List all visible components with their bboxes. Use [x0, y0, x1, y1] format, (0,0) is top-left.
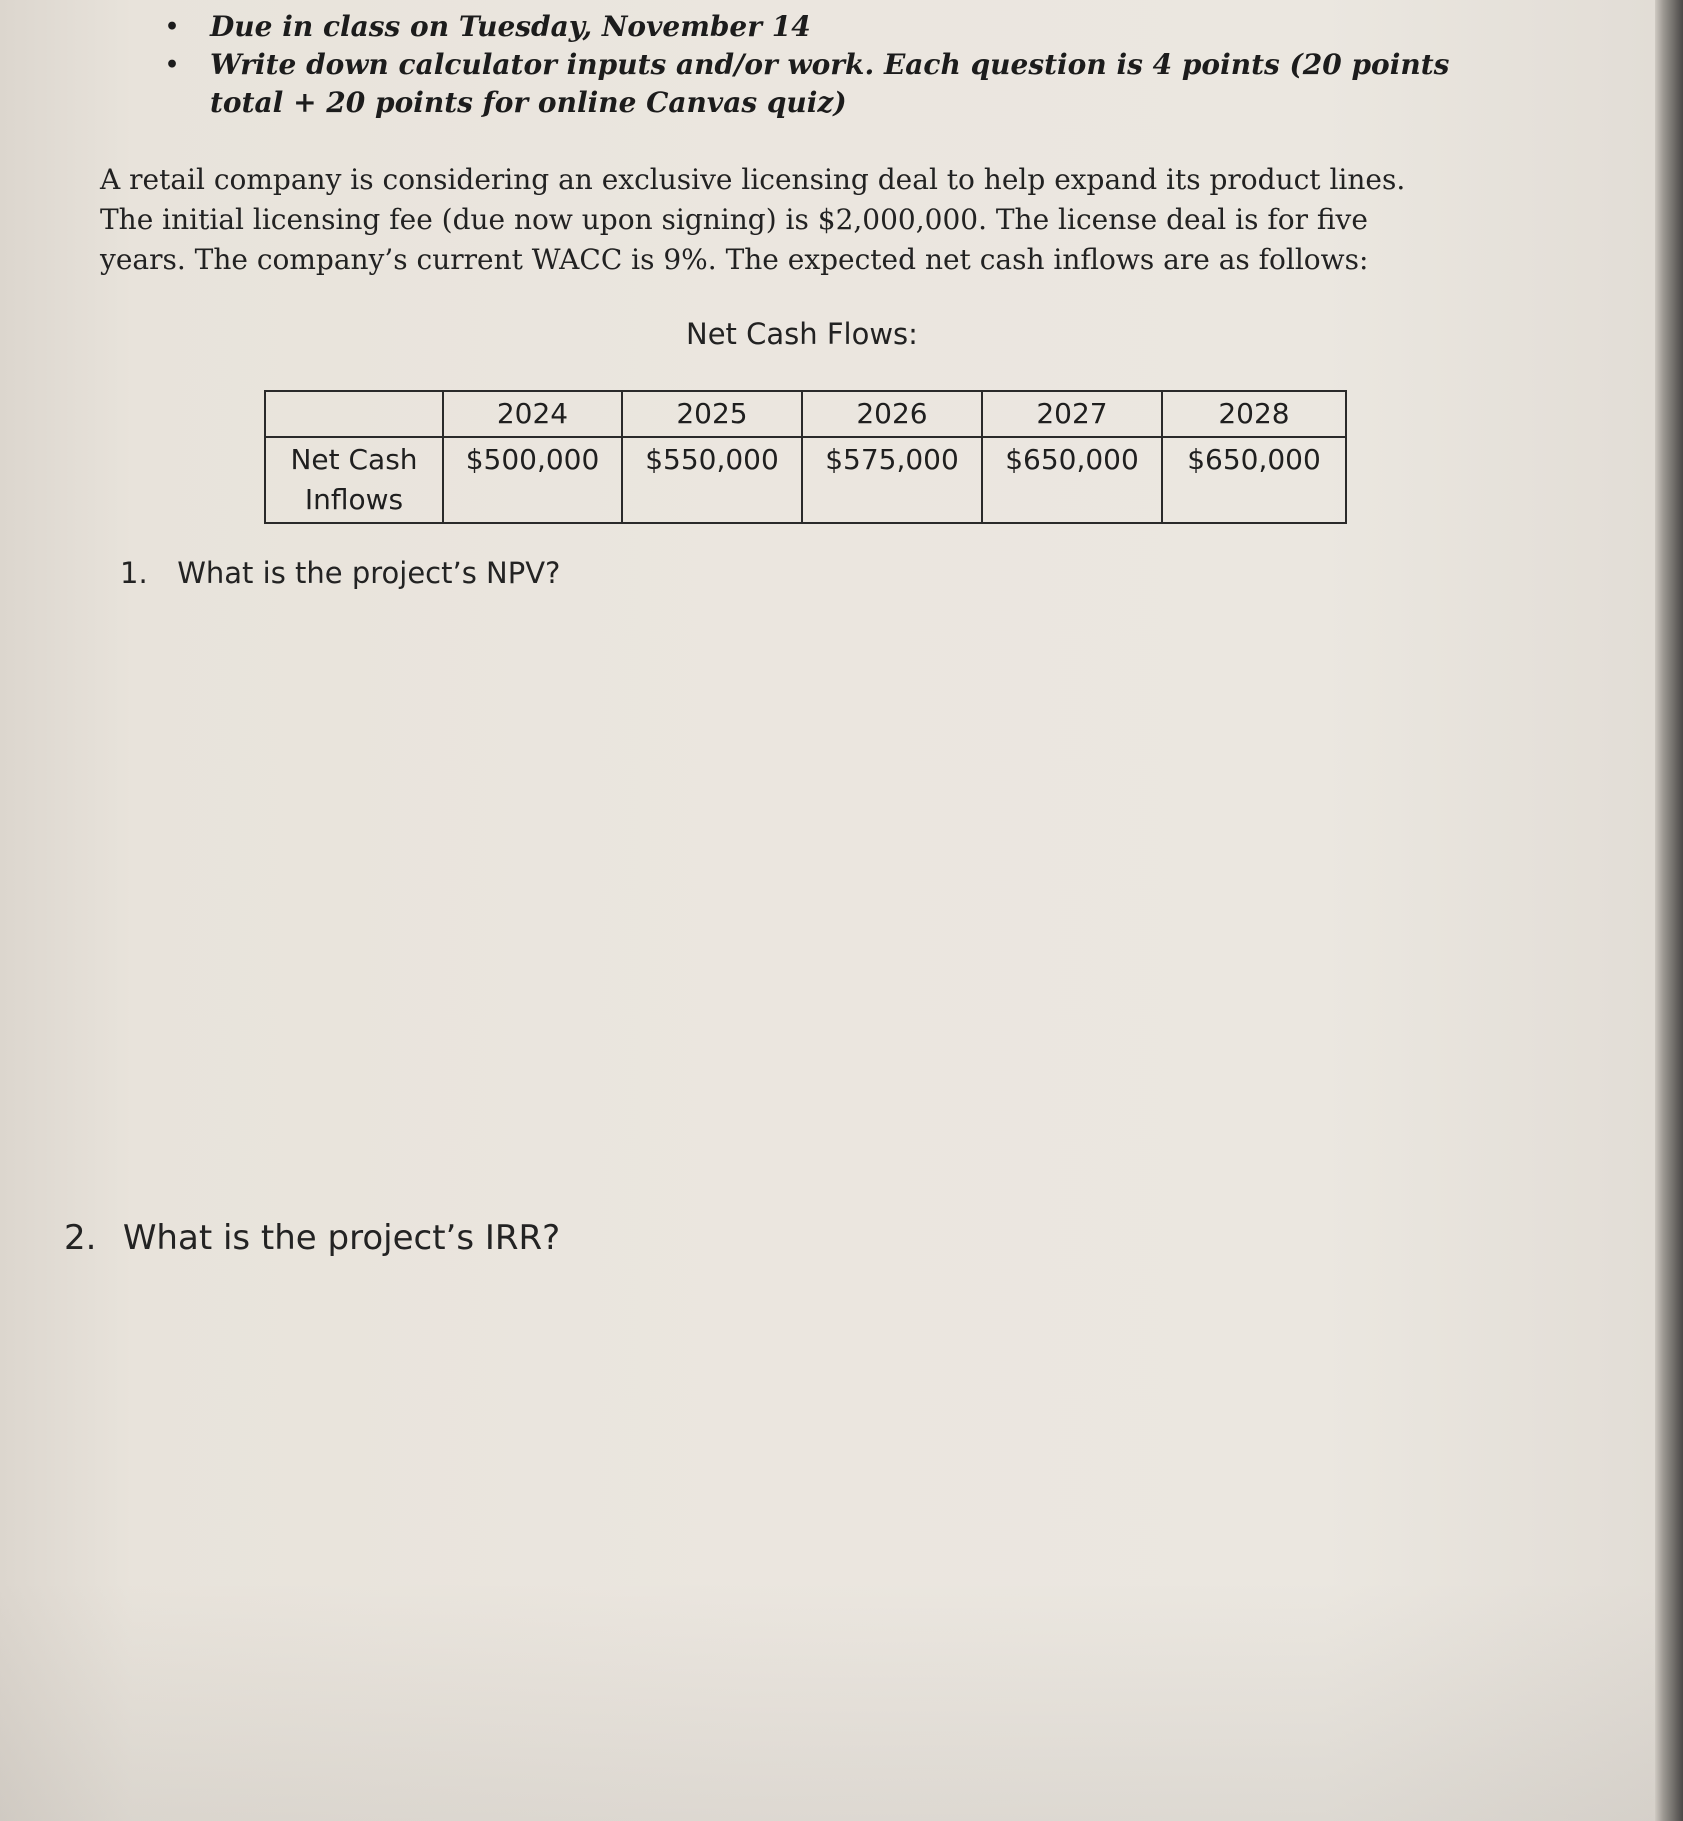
- cash-inflow-cell: $575,000: [802, 437, 982, 523]
- question-irr: [64, 1218, 560, 1258]
- instruction-item: [165, 8, 1495, 46]
- header-cell-year: 2025: [622, 391, 802, 437]
- cash-inflow-cell: $650,000: [982, 437, 1162, 523]
- problem-line: The initial licensing fee (due now upon signing) is $2,000,000. The license deal is for five: [100, 203, 1368, 236]
- instruction-item: [165, 46, 1495, 122]
- problem-line: years. The company’s current WACC is 9%. The expected net cash inflows are as follows:: [100, 243, 1369, 276]
- header-cell-year: 2028: [1162, 391, 1346, 437]
- table-row: [265, 437, 1346, 523]
- problem-line: A retail company is considering an exclusive licensing deal to help expand its product lines.: [100, 163, 1406, 196]
- instruction-text: Due in class on Tuesday, November 14: [210, 10, 811, 43]
- instructions-list: [165, 8, 1495, 122]
- problem-statement: [100, 160, 1500, 280]
- bullet-icon: •: [165, 52, 180, 78]
- header-cell-empty: [265, 391, 443, 437]
- cash-inflow-cell: $550,000: [622, 437, 802, 523]
- row-label: Net Cash Inflows: [265, 437, 443, 523]
- table-caption: Net Cash Flows:: [686, 317, 918, 351]
- instruction-text: Write down calculator inputs and/or work. Each question is 4 points (20 points total + 20 points for online Canvas quiz): [210, 48, 1450, 119]
- question-number: 1.: [120, 556, 148, 590]
- question-npv: [120, 556, 560, 590]
- header-cell-year: 2027: [982, 391, 1162, 437]
- question-number: 2.: [64, 1218, 97, 1258]
- desk-edge: [1655, 0, 1683, 1821]
- cash-inflow-cell: $500,000: [443, 437, 622, 523]
- cash-inflow-cell: $650,000: [1162, 437, 1346, 523]
- question-text: What is the project’s IRR?: [122, 1218, 561, 1258]
- cash-flow-table: [264, 390, 1347, 524]
- header-cell-year: 2026: [802, 391, 982, 437]
- table-header-row: [265, 391, 1346, 437]
- header-cell-year: 2024: [443, 391, 622, 437]
- question-text: What is the project’s NPV?: [177, 556, 561, 590]
- bullet-icon: •: [165, 14, 180, 40]
